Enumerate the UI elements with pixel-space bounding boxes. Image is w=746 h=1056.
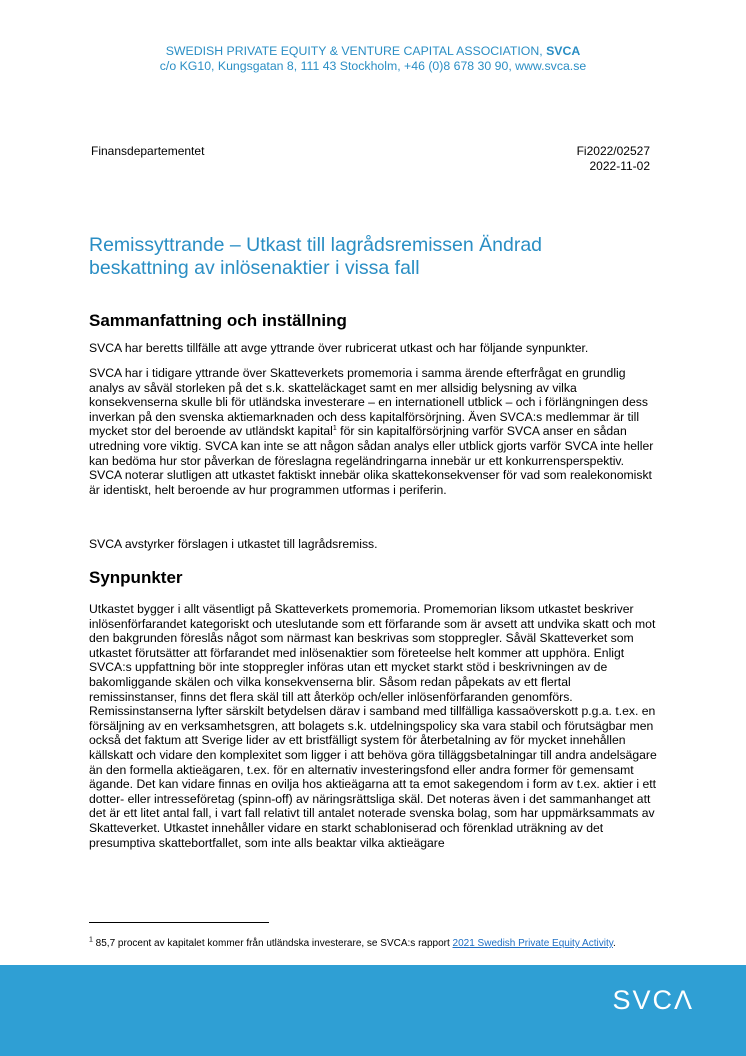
letterhead-brand: SVCA: [546, 44, 581, 58]
views-paragraph-1: Utkastet bygger i allt väsentligt på Skatteverkets promemoria. Promemorian liksom utkastet beskriver inlösenförfarandet kategoriskt och uteslutande som ett förfarande som är avsett att undvika skatt och mot den bakgrunden föreslås något som närmast kan beskrivas som stoppregler. Såväl Skatteverket som utkastet förutsätter att förfarandet med inlösenaktier som företeelse helt kommer att upphöra. Enligt SVCA:s uppfattning bör inte stoppregler införas utan ett mycket starkt stöd i beskrivningen av de bakomliggande skälen och vilka konsekvenserna blir. Såsom redan påpekats av ett flertal remissinstanser, finns det flera skäl till att återköp och/eller inlösenförfaranden genomförs. Remissinstanserna lyfter särskilt betydelsen därav i samband med tillfälliga kassaöverskott p.g.a. t.ex. en försäljning av en verksamhetsgren, att bolagets s.k. utdelningspolicy ska vara stabil och förutsägbar men också det faktum att Sverige lider av ett bristfälligt system för återbetalning av för mycket innehållen källskatt och vidare den komplexitet som ligger i att behöva göra tilläggsbetalningar till andra andelsägare än den formella aktieägaren, t.ex. för en alternativ investeringsfond eller andra former för gemensamt ägande. Det kan vidare finnas en ovilja hos aktieägarna att ta emot sakegendom i form av t.ex. aktier i ett dotter- eller intresseföretag (spinn-off) av näringsrättsliga skäl. Det noteras även i det sammanhanget att det är ett litet antal fall, i vart fall relativt till antalet noterade svenska bolag, som har uppmärksammats av Skatteverket. Utkastet innehåller vidare en starkt schabloniserad och förenklad uträkning av det presumptiva skattebortfallet, som inte alls beaktar vilka aktieägare: [89, 602, 657, 850]
letterhead-line2: c/o KG10, Kungsgatan 8, 111 43 Stockholm, +46 (0)8 678 30 90, www.svca.se: [159, 59, 587, 73]
footer-band: [0, 965, 746, 1056]
letterhead: [0, 44, 746, 74]
footnote: $^1$ 85,7 procent av kapitalet kommer från utländska investerare, se SVCA:s rapport 2021 Swedish Private Equity Activity.: [89, 936, 616, 949]
footnote-reference[interactable]: 1: [332, 425, 337, 433]
reference-block: [577, 144, 650, 174]
summary-paragraph-2: SVCA har i tidigare yttrande över Skatteverkets promemoria i samma ärende efterfrågat en grundlig analys av såväl storleken på det s.k. skatteläckaget samt en mer allsidig belysning av vilka konsekvenserna skulle bli för utländska investerare – en internationell utblick – och i förlängningen dess inverkan på den svenska aktiemarknaden och dess kapitalförsörjning. Även SVCA:s medlemmar är till mycket stor del beroende av utländskt kapital$^1$ för sin kapitalförsörjning varför SVCA anser en sådan utredning vore viktig. SVCA kan inte se att någon sådan analys eller utblick gjorts varför SVCA inte heller kan bedöma hur stor påverkan de föreslagna regeländringarna innebär ur ett konkurrensperspektiv. SVCA noterar slutligen att utkastet faktiskt innebär olika skattekonsekvenser för vad som realekonomiskt är identiskt, helt beroende av hur programmen utformas i periferin.: [89, 366, 654, 497]
svca-logo: SVCΛ: [612, 985, 694, 1015]
document-date: 2022-11-02: [589, 159, 650, 173]
document-title: Remissyttrande – Utkast till lagrådsremissen Ändrad beskattning av inlösenaktier i vissa fall: [89, 234, 543, 279]
summary-heading: Sammanfattning och inställning: [89, 311, 347, 330]
views-heading: Synpunkter: [89, 568, 183, 587]
summary-paragraph-3: SVCA avstyrker förslagen i utkastet till lagrådsremiss.: [89, 537, 378, 551]
letterhead-line1: SWEDISH PRIVATE EQUITY & VENTURE CAPITAL ASSOCIATION, SVCA: [165, 44, 581, 58]
summary-paragraph-1: SVCA har beretts tillfälle att avge yttrande över rubricerat utkast och har följande synpunkter.: [89, 341, 589, 355]
recipient: Finansdepartementet: [91, 144, 205, 158]
footnote-divider: [89, 922, 269, 923]
reference-number: Fi2022/02527: [576, 144, 650, 158]
report-link[interactable]: 2021 Swedish Private Equity Activity: [452, 938, 613, 949]
